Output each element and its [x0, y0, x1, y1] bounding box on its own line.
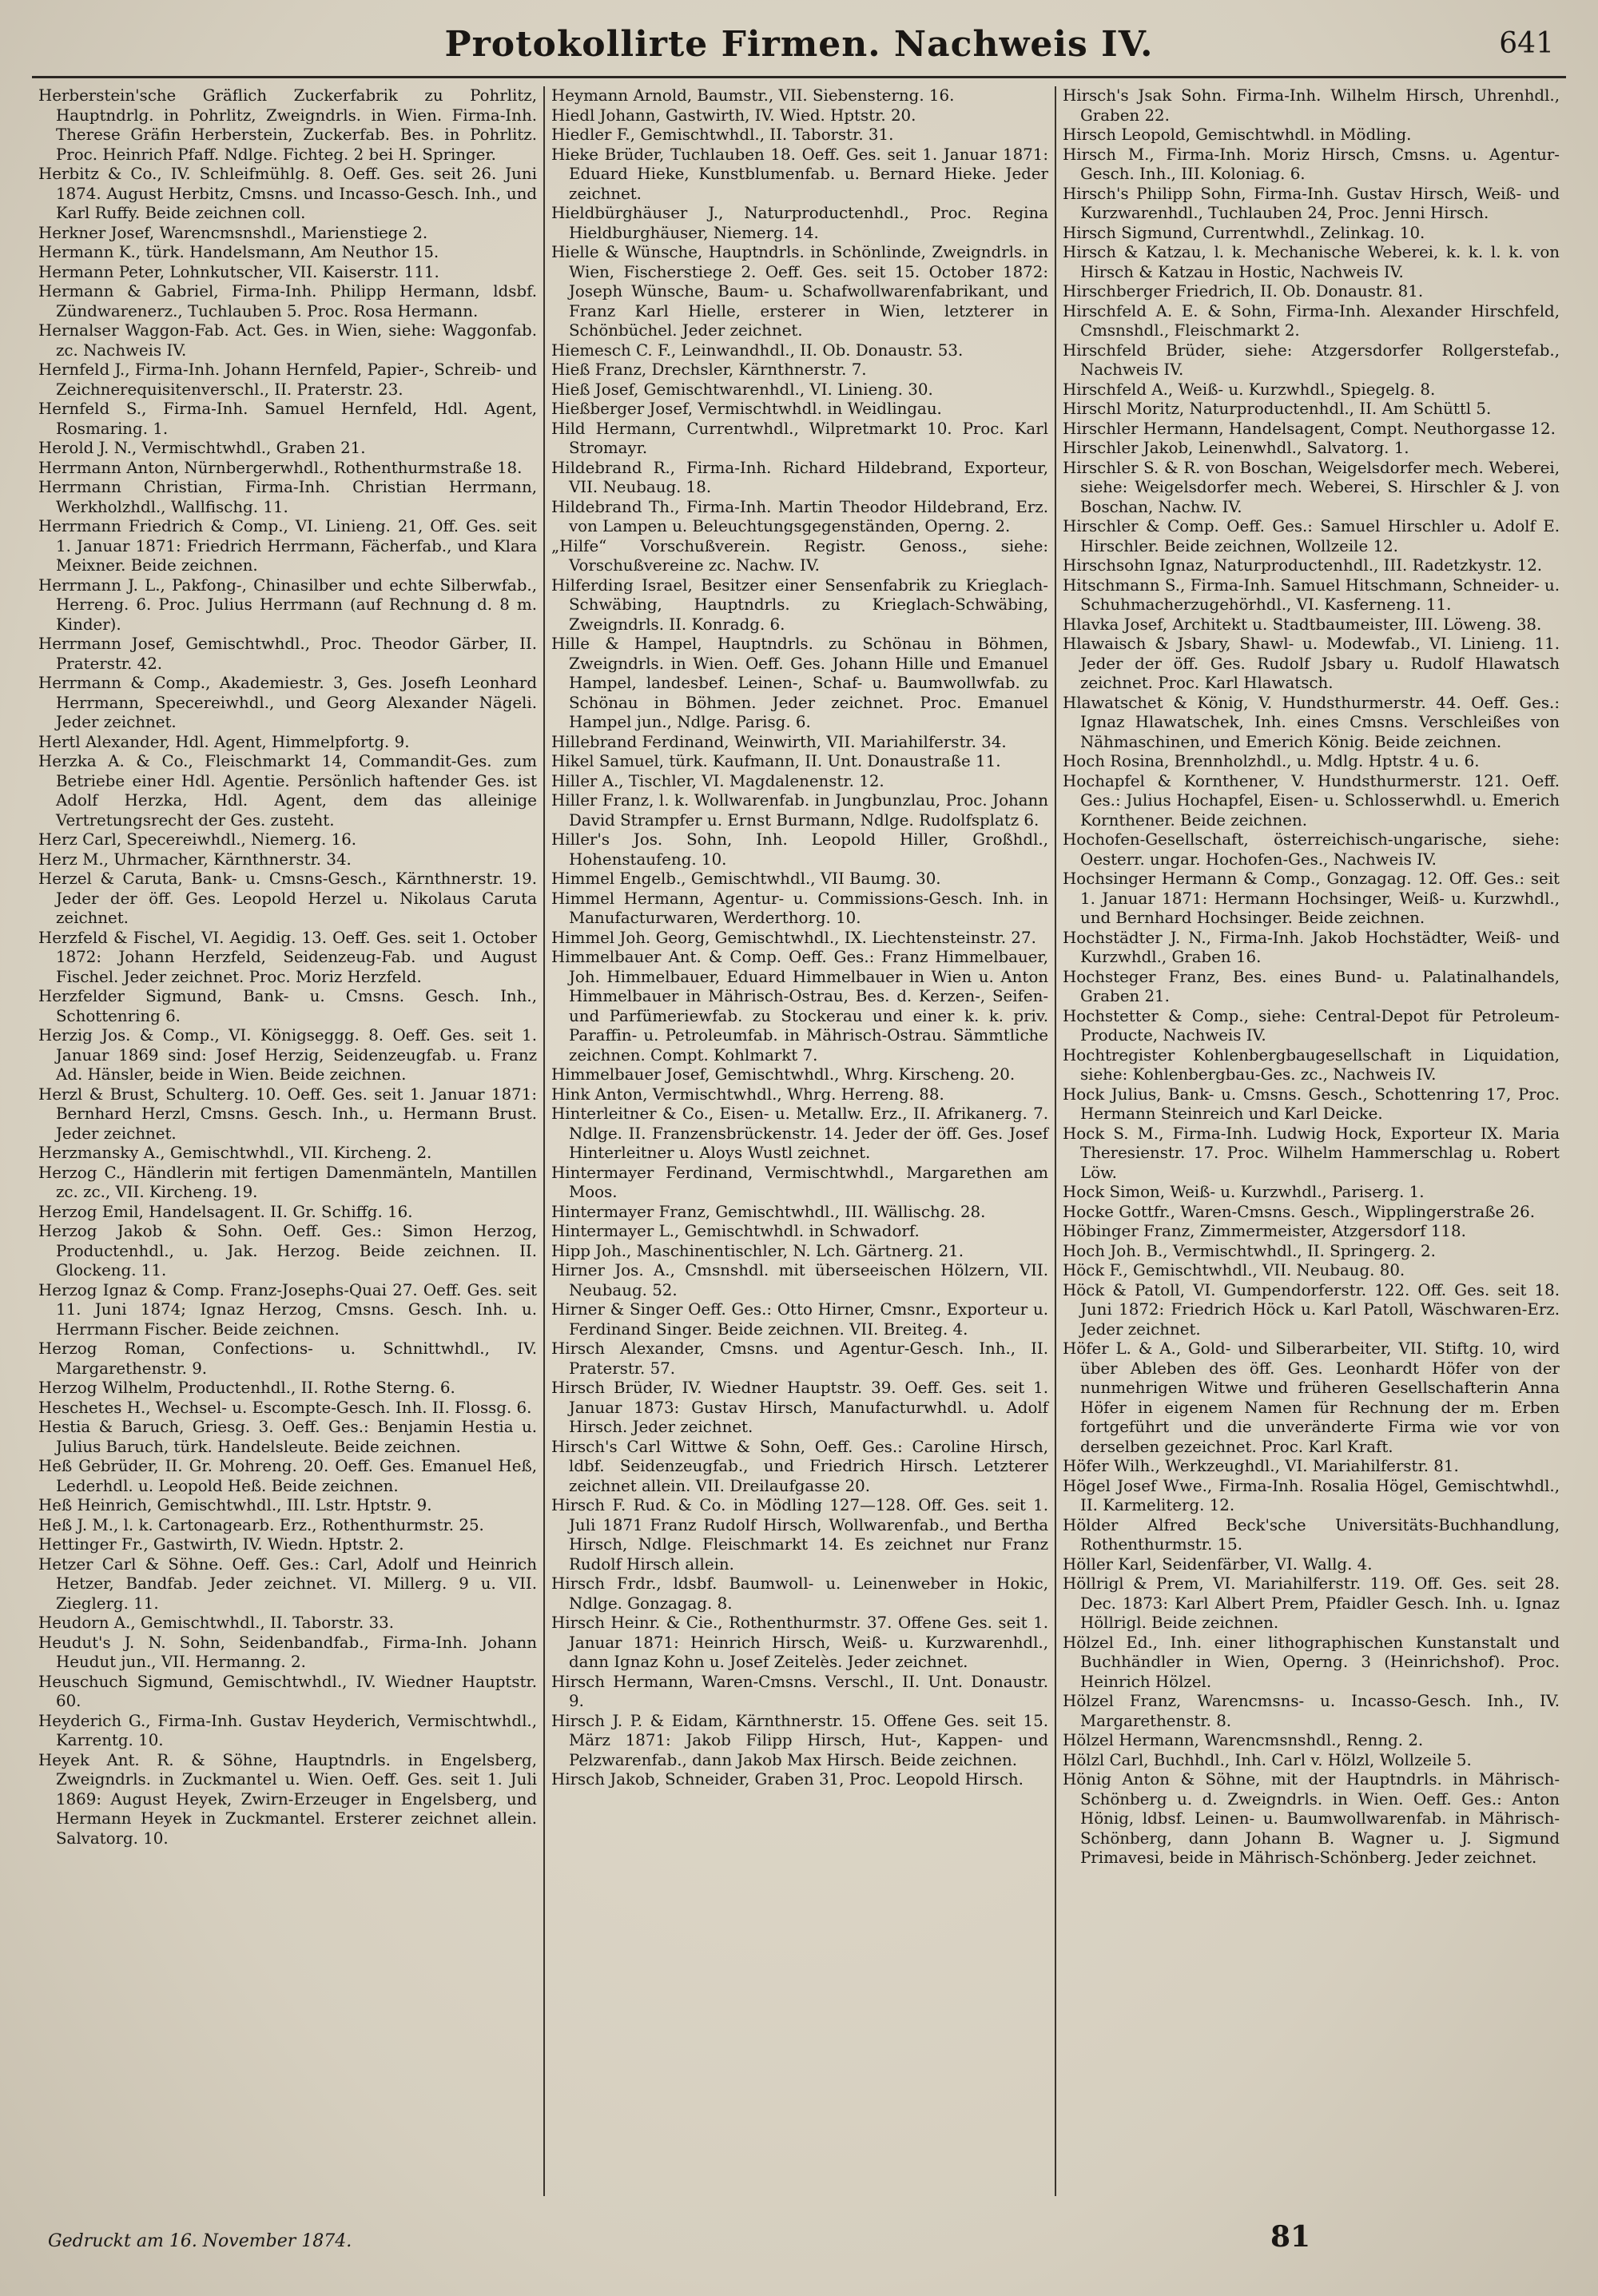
column-middle [543, 86, 1055, 2196]
page-header [0, 24, 1598, 72]
directory-entry: Hink Anton, Vermischtwhdl., Whrg. Herreng. 88. [551, 1084, 944, 1104]
directory-entry: Hieß Franz, Drechsler, Kärnthnerstr. 7. [551, 360, 867, 379]
directory-entry: Hirsch F. Rud. & Co. in Mödling 127—128. Off. Ges. seit 1. Juli 1871 Franz Rudolf Hirsch, Wollwarenfab., und Bertha Hirsch, Ndlge. Fleischmarkt 14. Es zeichnet nur Franz Rudolf Hirsch allein. [551, 1496, 1048, 1574]
header-rule [32, 76, 1566, 78]
directory-entry: Hirschler & Comp. Oeff. Ges.: Samuel Hirschler u. Adolf E. Hirschler. Beide zeichnen, Wollzeile 12. [1063, 517, 1560, 555]
directory-entry: Hirner & Singer Oeff. Ges.: Otto Hirner, Cmsnr., Exporteur u. Ferdinand Singer. Beide zeichnen. VII. Breiteg. 4. [551, 1300, 1048, 1339]
directory-entry: Hirsch Alexander, Cmsns. und Agentur-Gesch. Inh., II. Praterstr. 57. [551, 1339, 1048, 1378]
directory-entry: Herzog Ignaz & Comp. Franz-Josephs-Quai 27. Oeff. Ges. seit 11. Juni 1874; Ignaz Herzog, Cmsns. Gesch. Inh. u. Herrmann Fischer. Beide zeichnen. [38, 1280, 537, 1339]
directory-entry: Hermann K., türk. Handelsmann, Am Neuthor 15. [38, 243, 439, 261]
directory-entry: Hock Simon, Weiß- u. Kurzwhdl., Pariserg. 1. [1063, 1183, 1425, 1201]
directory-entry: Hochofen-Gesellschaft, österreichisch-ungarische, siehe: Oesterr. ungar. Hochofen-Ges., Nachweis IV. [1063, 830, 1560, 869]
directory-entry: Herrmann Friedrich & Comp., VI. Linieng. 21, Off. Ges. seit 1. Januar 1871: Friedrich Herrmann, Fächerfab., und Klara Meixner. Beide zeichnen. [38, 517, 537, 575]
directory-entry: Hirschfeld Brüder, siehe: Atzgersdorfer Rollgerstefab., Nachweis IV. [1063, 340, 1560, 379]
directory-entry: Hölzel Ed., Inh. einer lithographischen Kunstanstalt und Buchhändler in Wien, Operng. 3 (Heinrichshof). Proc. Heinrich Hölzel. [1063, 1633, 1560, 1691]
directory-entry: Hlavka Josef, Architekt u. Stadtbaumeister, III. Löweng. 38. [1063, 615, 1542, 634]
directory-entry: Herzfeld & Fischel, VI. Aegidig. 13. Oeff. Ges. seit 1. October 1872: Johann Herzfeld, Seidenzeug-Fab. und August Fischel. Jeder zeichnet. Proc. Moriz Herzfeld. [38, 928, 537, 986]
directory-entry: Höbinger Franz, Zimmermeister, Atzgersdorf 118. [1063, 1222, 1466, 1240]
directory-entry: Hieß Josef, Gemischtwarenhdl., VI. Linieng. 30. [551, 380, 933, 399]
directory-entry: Höfer Wilh., Werkzeughdl., VI. Mariahilferstr. 81. [1063, 1457, 1459, 1475]
directory-entry: Herkner Josef, Warencmsnshdl., Marienstiege 2. [38, 223, 428, 242]
directory-entry: Hildebrand Th., Firma-Inh. Martin Theodor Hildebrand, Erz. von Lampen u. Beleuchtungsgegenständen, Operng. 2. [551, 497, 1048, 535]
directory-entry: Hiedler F., Gemischtwhdl., II. Taborstr. 31. [551, 125, 894, 144]
print-date: Gedruckt am 16. November 1874. [48, 2231, 352, 2251]
directory-entry: Hönig Anton & Söhne, mit der Hauptndrls. in Mährisch-Schönberg u. d. Zweigndrls. in Wien. Oeff. Ges.: Anton Hönig, ldbsf. Leinen- u. Baumwollwarenfab. in Mährisch-Schönberg, dann Johann B. Wagner u. J. Sigmund Primavesi, beide in Mährisch-Schönberg. Jeder zeichnet. [1063, 1770, 1560, 1867]
directory-entry: Hock Julius, Bank- u. Cmsns. Gesch., Schottenring 17, Proc. Hermann Steinreich und Karl Deicke. [1063, 1084, 1560, 1123]
directory-entry: Herzel & Caruta, Bank- u. Cmsns-Gesch., Kärnthnerstr. 19. Jeder der öff. Ges. Leopold Herzel u. Nikolaus Caruta zeichnet. [38, 869, 537, 927]
directory-entry: Hillebrand Ferdinand, Weinwirth, VII. Mariahilferstr. 34. [551, 732, 1007, 751]
directory-entry: Herrmann Anton, Nürnbergerwhdl., Rothenthurmstraße 18. [38, 458, 523, 477]
directory-entry: Heß J. M., l. k. Cartonagearb. Erz., Rothenthurmstr. 25. [38, 1515, 484, 1534]
directory-entry: Hirsch Sigmund, Currentwhdl., Zelinkag. 10. [1063, 223, 1425, 242]
directory-entry: Hiller's Jos. Sohn, Inh. Leopold Hiller, Großhdl., Hohenstaufeng. 10. [551, 830, 1048, 869]
directory-entry: Hipp Joh., Maschinentischler, N. Lch. Gärtnerg. 21. [551, 1241, 964, 1260]
directory-entry: Hirner Jos. A., Cmsnshdl. mit überseeischen Hölzern, VII. Neubaug. 52. [551, 1261, 1048, 1299]
directory-entry: Heschetes H., Wechsel- u. Escompte-Gesch. Inh. II. Flossg. 6. [38, 1398, 532, 1417]
directory-entry: Hernfeld J., Firma-Inh. Johann Hernfeld, Papier-, Schreib- und Zeichnerequisitenverschl., II. Praterstr. 23. [38, 360, 537, 399]
directory-entry: Himmel Hermann, Agentur- u. Commissions-Gesch. Inh. in Manufacturwaren, Werderthorg. 10. [551, 889, 1048, 927]
directory-entry: Hirschler S. & R. von Boschan, Weigelsdorfer mech. Weberei, siehe: Weigelsdorfer mech. Weberei, S. Hirschler & J. von Boschan, Nachw. IV. [1063, 458, 1560, 516]
directory-entry: Hieldbürghäuser J., Naturproductenhdl., Proc. Regina Hieldburghäuser, Niemerg. 14. [551, 204, 1048, 242]
directory-entry: Hirsch's Jsak Sohn. Firma-Inh. Wilhelm Hirsch, Uhrenhdl., Graben 22. [1063, 86, 1560, 125]
directory-entry: Hikel Samuel, türk. Kaufmann, II. Unt. Donaustraße 11. [551, 752, 1001, 770]
directory-entry: Höller Karl, Seidenfärber, VI. Wallg. 4. [1063, 1554, 1373, 1574]
directory-entry: Hölzel Franz, Warencmsns- u. Incasso-Gesch. Inh., IV. Margarethenstr. 8. [1063, 1692, 1560, 1730]
directory-entry: Hintermayer Franz, Gemischtwhdl., III. Wällischg. 28. [551, 1202, 986, 1221]
directory-entry: Hielle & Wünsche, Hauptndrls. in Schönlinde, Zweigndrls. in Wien, Fischerstiege 2. Oeff. Ges. seit 15. October 1872: Joseph Wünsche, Baum- u. Schafwollwarenfabrikant, und Franz Karl Hielle, ersterer in Wien, letzterer in Schönbüchel. Jeder zeichnet. [551, 243, 1048, 340]
directory-entry: Heudorn A., Gemischtwhdl., II. Taborstr. 33. [38, 1614, 395, 1632]
directory-entry: Hocke Gottfr., Waren-Cmsns. Gesch., Wipplingerstraße 26. [1063, 1202, 1536, 1221]
directory-entry: Hock S. M., Firma-Inh. Ludwig Hock, Exporteur IX. Maria Theresienstr. 17. Proc. Wilhelm Hammerschlag u. Robert Löw. [1063, 1124, 1560, 1182]
directory-entry: Hirsch Jakob, Schneider, Graben 31, Proc. Leopold Hirsch. [551, 1770, 1024, 1789]
directory-entry: Herzog Wilhelm, Productenhdl., II. Rothe Sterng. 6. [38, 1379, 455, 1397]
directory-entry: Höck & Patoll, VI. Gumpendorferstr. 122. Off. Ges. seit 18. Juni 1872: Friedrich Höck u. Karl Patoll, Wäschwaren-Erz. Jeder zeichnet. [1063, 1280, 1560, 1339]
directory-entry: Heuschuch Sigmund, Gemischtwhdl., IV. Wiedner Hauptstr. 60. [38, 1672, 537, 1710]
directory-entry: Herzig Jos. & Comp., VI. Königseggg. 8. Oeff. Ges. seit 1. Januar 1869 sind: Josef Herzig, Seidenzeugfab. u. Franz Ad. Hänsler, beide in Wien. Beide zeichnen. [38, 1026, 537, 1084]
directory-entry: Hlawaisch & Jsbary, Shawl- u. Modewfab., VI. Linieng. 11. Jeder der öff. Ges. Rudolf Jsbary u. Rudolf Hlawatsch zeichnet. Proc. Karl Hlawatsch. [1063, 635, 1560, 692]
directory-entry: Höfer L. & A., Gold- und Silberarbeiter, VII. Stiftg. 10, wird über Ableben des öff. Ges. Leonhardt Höfer von der nunmehrigen Witwe und früheren Gesellschafterin Anna Höfer in eigenem Namen für Rechnung der m. Erben fortgeführt und die unveränderte Firma wie vor von derselben gezeichnet. Proc. Karl Kraft. [1063, 1339, 1560, 1456]
directory-entry: Himmel Joh. Georg, Gemischtwhdl., IX. Liechtensteinstr. 27. [551, 928, 1036, 947]
directory-entry: Hirsch & Katzau, l. k. Mechanische Weberei, k. k. l. k. von Hirsch & Katzau in Hostic, Nachweis IV. [1063, 243, 1560, 281]
directory-entry: Hoch Rosina, Brennholzhdl., u. Mdlg. Hptstr. 4 u. 6. [1063, 752, 1480, 770]
directory-entry: Herbitz & Co., IV. Schleifmühlg. 8. Oeff. Ges. seit 26. Juni 1874. August Herbitz, Cmsns. und Incasso-Gesch. Inh., und Karl Ruffy. Beide zeichnen coll. [38, 165, 537, 222]
directory-entry: Hirsch Hermann, Waren-Cmsns. Verschl., II. Unt. Donaustr. 9. [551, 1672, 1048, 1710]
directory-entry: Hölzel Hermann, Warencmsnshdl., Renng. 2. [1063, 1731, 1424, 1749]
directory-entry: Herrmann Josef, Gemischtwhdl., Proc. Theodor Gärber, II. Praterstr. 42. [38, 635, 537, 673]
sheet-number: 81 [1270, 2220, 1311, 2254]
directory-entry: Hirschler Jakob, Leinenwhdl., Salvatorg. 1. [1063, 439, 1409, 457]
directory-entry: Hochstädter J. N., Firma-Inh. Jakob Hochstädter, Weiß- und Kurzwhdl., Graben 16. [1063, 928, 1560, 966]
directory-entry: Heyek Ant. R. & Söhne, Hauptndrls. in Engelsberg, Zweigndrls. in Zuckmantel u. Wien. Oeff. Ges. seit 1. Juli 1869: August Heyek, Zwirn-Erzeuger in Engelsberg, und Hermann Heyek in Zuckmantel. Ersterer zeichnet allein. Salvatorg. 10. [38, 1750, 537, 1848]
directory-entry: Hölder Alfred Beck'sche Universitäts-Buchhandlung, Rothenthurmstr. 15. [1063, 1515, 1560, 1554]
directory-entry: Hinterleitner & Co., Eisen- u. Metallw. Erz., II. Afrikanerg. 7. Ndlge. II. Franzensbrückenstr. 14. Jeder der öff. Ges. Josef Hinterleitner u. Aloys Wustl zeichnet. [551, 1104, 1048, 1162]
directory-entry: Hölzl Carl, Buchhdl., Inh. Carl v. Hölzl, Wollzeile 5. [1063, 1750, 1472, 1769]
directory-entry: Herrmann Christian, Firma-Inh. Christian Herrmann, Werkholzhdl., Wallfischg. 11. [38, 478, 537, 516]
directory-entry: Hettinger Fr., Gastwirth, IV. Wiedn. Hptstr. 2. [38, 1535, 404, 1554]
directory-entry: Hirsch M., Firma-Inh. Moriz Hirsch, Cmsns. u. Agentur-Gesch. Inh., III. Koloniag. 6. [1063, 145, 1560, 183]
directory-entry: Herzfelder Sigmund, Bank- u. Cmsns. Gesch. Inh., Schottenring 6. [38, 987, 537, 1025]
directory-entry: „Hilfe“ Vorschußverein. Registr. Genoss., siehe: Vorschußvereine zc. Nachw. IV. [551, 536, 1048, 575]
directory-columns [32, 86, 1566, 2196]
directory-entry: Höllrigl & Prem, VI. Mariahilferstr. 119. Off. Ges. seit 28. Dec. 1873: Karl Albert Prem, Pfaidler Gesch. Inh. u. Ignaz Höllrigl. Beide zeichnen. [1063, 1574, 1560, 1632]
directory-entry: Hitschmann S., Firma-Inh. Samuel Hitschmann, Schneider- u. Schuhmacherzugehörhdl., VI. Kasferneng. 11. [1063, 575, 1560, 614]
directory-entry: Hernalser Waggon-Fab. Act. Ges. in Wien, siehe: Waggonfab. zc. Nachweis IV. [38, 321, 537, 360]
directory-entry: Hirschfeld A., Weiß- u. Kurzwhdl., Spiegelg. 8. [1063, 380, 1436, 399]
directory-entry: Hille & Hampel, Hauptndrls. zu Schönau in Böhmen, Zweigndrls. in Wien. Oeff. Ges. Johann Hille und Emanuel Hampel, landesbef. Leinen-, Schaf- u. Baumwollwfab. zu Schönau in Böhmen. Jeder zeichnet. Proc. Emanuel Hampel jun., Ndlge. Parisg. 6. [551, 635, 1048, 731]
directory-entry: Hirschberger Friedrich, II. Ob. Donaustr. 81. [1063, 282, 1424, 300]
directory-entry: Hermann Peter, Lohnkutscher, VII. Kaiserstr. 111. [38, 262, 439, 281]
directory-entry: Högel Josef Wwe., Firma-Inh. Rosalia Högel, Gemischtwhdl., II. Karmeliterg. 12. [1063, 1476, 1560, 1514]
directory-entry: Hild Hermann, Currentwhdl., Wilpretmarkt 10. Proc. Karl Stromayr. [551, 419, 1048, 457]
directory-entry: Himmelbauer Ant. & Comp. Oeff. Ges.: Franz Himmelbauer, Joh. Himmelbauer, Eduard Himmelbauer in Wien u. Anton Himmelbauer in Mährisch-Ostrau, Bes. d. Kerzen-, Seifen- und Parfümeriewfab. zu Stockerau und einer k. k. priv. Paraffin- u. Petroleumfab. in Mährisch-Ostrau. Sämmtliche zeichnen. Compt. Kohlmarkt 7. [551, 948, 1048, 1064]
directory-entry: Herrmann J. L., Pakfong-, Chinasilber und echte Silberwfab., Herreng. 6. Proc. Julius Herrmann (auf Rechnung d. 8 m. Kinder). [38, 575, 537, 634]
directory-entry: Herzog Roman, Confections- u. Schnittwhdl., IV. Margarethenstr. 9. [38, 1339, 537, 1378]
directory-entry: Hiedl Johann, Gastwirth, IV. Wied. Hptstr. 20. [551, 105, 916, 125]
column-right [1055, 86, 1566, 2196]
directory-entry: Hoch Joh. B., Vermischtwhdl., II. Springerg. 2. [1063, 1241, 1436, 1260]
directory-entry: Hirsch's Carl Wittwe & Sohn, Oeff. Ges.: Caroline Hirsch, ldbf. Seidenzeugfab., und Friedrich Hirsch. Letzterer zeichnet allein. VII. Dreilaufgasse 20. [551, 1437, 1048, 1495]
directory-entry: Herz M., Uhrmacher, Kärnthnerstr. 34. [38, 850, 352, 869]
directory-entry: Hintermayer L., Gemischtwhdl. in Schwadorf. [551, 1222, 920, 1240]
directory-entry: Heß Gebrüder, II. Gr. Mohreng. 20. Oeff. Ges. Emanuel Heß, Lederhdl. u. Leopold Heß. Beide zeichnen. [38, 1457, 537, 1495]
directory-entry: Herold J. N., Vermischtwhdl., Graben 21. [38, 439, 366, 457]
directory-entry: Hirschfeld A. E. & Sohn, Firma-Inh. Alexander Hirschfeld, Cmsnshdl., Fleischmarkt 2. [1063, 301, 1560, 340]
page-number: 641 [1499, 27, 1554, 60]
directory-entry: Hestia & Baruch, Griesg. 3. Oeff. Ges.: Benjamin Hestia u. Julius Baruch, türk. Handelsleute. Beide zeichnen. [38, 1418, 537, 1456]
directory-entry: Herz Carl, Specereiwhdl., Niemerg. 16. [38, 830, 357, 849]
directory-entry: Hetzer Carl & Söhne. Oeff. Ges.: Carl, Adolf und Heinrich Hetzer, Bandfab. Jeder zeichnet. VI. Millerg. 9 u. VII. Zieglerg. 11. [38, 1554, 537, 1613]
directory-entry: Hieke Brüder, Tuchlauben 18. Oeff. Ges. seit 1. Januar 1871: Eduard Hieke, Kunstblumenfab. u. Bernard Hieke. Jeder zeichnet. [551, 145, 1048, 203]
directory-entry: Herzka A. & Co., Fleischmarkt 14, Commandit-Ges. zum Betriebe einer Hdl. Agentie. Persönlich haftender Ges. ist Adolf Herzka, Hdl. Agent, dem das alleinige Vertretungsrecht der Ges. zusteht. [38, 752, 537, 830]
directory-entry: Hertl Alexander, Hdl. Agent, Himmelpfortg. 9. [38, 732, 410, 751]
directory-entry: Hirschler Hermann, Handelsagent, Compt. Neuthorgasse 12. [1063, 419, 1556, 438]
directory-entry: Hochtregister Kohlenbergbaugesellschaft in Liquidation, siehe: Kohlenbergbau-Ges. zc., Nachweis IV. [1063, 1045, 1560, 1084]
directory-entry: Hiller A., Tischler, VI. Magdalenenstr. 12. [551, 771, 884, 790]
directory-entry: Herberstein'sche Gräflich Zuckerfabrik zu Pohrlitz, Hauptndrlg. in Pohrlitz, Zweigndrls. in Wien. Firma-Inh. Therese Gräfin Herberstein, Zuckerfab. Bes. in Pohrlitz. Proc. Heinrich Pfaff. Ndlge. Fichteg. 2 bei H. Springer. [38, 86, 537, 164]
directory-entry: Herzmansky A., Gemischtwhdl., VII. Kircheng. 2. [38, 1144, 432, 1162]
directory-entry: Hernfeld S., Firma-Inh. Samuel Hernfeld, Hdl. Agent, Rosmaring. 1. [38, 400, 537, 438]
directory-entry: Hochsteger Franz, Bes. eines Bund- u. Palatinalhandels, Graben 21. [1063, 967, 1560, 1005]
page-title: Protokollirte Firmen. Nachweis IV. [444, 24, 1154, 65]
column-left [32, 86, 543, 2196]
directory-entry: Hochapfel & Kornthener, V. Hundsthurmerstr. 121. Oeff. Ges.: Julius Hochapfel, Eisen- u. Schlosserwhdl. u. Emerich Kornthener. Beide zeichnen. [1063, 771, 1560, 830]
directory-entry: Hirsch J. P. & Eidam, Kärnthnerstr. 15. Offene Ges. seit 15. März 1871: Jakob Filipp Hirsch, Hut-, Kappen- und Pelzwarenfab., dann Jakob Max Hirsch. Beide zeichnen. [551, 1711, 1048, 1769]
directory-entry: Herzog C., Händlerin mit fertigen Damenmänteln, Mantillen zc. zc., VII. Kircheng. 19. [38, 1163, 537, 1201]
directory-entry: Heudut's J. N. Sohn, Seidenbandfab., Firma-Inh. Johann Heudut jun., VII. Hermanng. 2. [38, 1633, 537, 1671]
directory-entry: Hirschl Moritz, Naturproductenhdl., II. Am Schüttl 5. [1063, 400, 1492, 418]
directory-entry: Hießberger Josef, Vermischtwhdl. in Weidlingau. [551, 400, 942, 418]
directory-entry: Himmelbauer Josef, Gemischtwhdl., Whrg. Kirscheng. 20. [551, 1065, 1016, 1084]
directory-entry: Hiemesch C. F., Leinwandhdl., II. Ob. Donaustr. 53. [551, 340, 964, 360]
directory-entry: Hochstetter & Comp., siehe: Central-Depot für Petroleum-Producte, Nachweis IV. [1063, 1006, 1560, 1045]
directory-entry: Hildebrand R., Firma-Inh. Richard Hildebrand, Exporteur, VII. Neubaug. 18. [551, 458, 1048, 496]
directory-entry: Hirsch Brüder, IV. Wiedner Hauptstr. 39. Oeff. Ges. seit 1. Januar 1873: Gustav Hirsch, Manufacturwhdl. u. Adolf Hirsch. Jeder zeichnet. [551, 1379, 1048, 1436]
directory-entry: Herzog Jakob & Sohn. Oeff. Ges.: Simon Herzog, Productenhdl., u. Jak. Herzog. Beide zeichnen. II. Glockeng. 11. [38, 1222, 537, 1279]
directory-entry: Hlawatschet & König, V. Hundsthurmerstr. 44. Oeff. Ges.: Ignaz Hlawatschek, Inh. eines Cmsns. Verschleißes von Nähmaschinen, und Emerich König. Beide zeichnen. [1063, 693, 1560, 751]
directory-entry: Hirsch Leopold, Gemischtwhdl. in Mödling. [1063, 125, 1412, 144]
directory-entry: Herzl & Brust, Schulterg. 10. Oeff. Ges. seit 1. Januar 1871: Bernhard Herzl, Cmsns. Gesch. Inh., u. Hermann Brust. Jeder zeichnet. [38, 1084, 537, 1143]
directory-entry: Himmel Engelb., Gemischtwhdl., VII Baumg. 30. [551, 869, 941, 888]
directory-entry: Hilferding Israel, Besitzer einer Sensenfabrik zu Krieglach-Schwäbing, Hauptndrls. zu Krieglach-Schwäbing, Zweigndrls. II. Konradg. 6. [551, 575, 1048, 634]
directory-entry: Hirsch Heinr. & Cie., Rothenthurmstr. 37. Offene Ges. seit 1. Januar 1871: Heinrich Hirsch, Weiß- u. Kurzwarenhdl., dann Ignaz Kohn u. Josef Zeitelès. Jeder zeichnet. [551, 1614, 1048, 1671]
directory-entry: Heß Heinrich, Gemischtwhdl., III. Lstr. Hptstr. 9. [38, 1496, 432, 1514]
directory-entry: Hintermayer Ferdinand, Vermischtwhdl., Margarethen am Moos. [551, 1163, 1048, 1201]
directory-entry: Hochsinger Hermann & Comp., Gonzagag. 12. Off. Ges.: seit 1. Januar 1871: Hermann Hochsinger, Weiß- u. Kurzwhdl., und Bernhard Hochsinger. Beide zeichnen. [1063, 869, 1560, 927]
directory-entry: Höck F., Gemischtwhdl., VII. Neubaug. 80. [1063, 1261, 1405, 1279]
directory-entry: Hirsch Frdr., ldsbf. Baumwoll- u. Leinenweber in Hokic, Ndlge. Gonzagag. 8. [551, 1574, 1048, 1613]
directory-entry: Herrmann & Comp., Akademiestr. 3, Ges. Josefh Leonhard Herrmann, Specereiwhdl., und Georg Alexander Nägeli. Jeder zeichnet. [38, 674, 537, 731]
directory-entry: Hirsch's Philipp Sohn, Firma-Inh. Gustav Hirsch, Weiß- und Kurzwarenhdl., Tuchlauben 24, Proc. Jenni Hirsch. [1063, 184, 1560, 222]
directory-entry: Heymann Arnold, Baumstr., VII. Siebensterng. 16. [551, 86, 955, 105]
directory-entry: Heyderich G., Firma-Inh. Gustav Heyderich, Vermischtwhdl., Karrentg. 10. [38, 1711, 537, 1749]
directory-entry: Hirschsohn Ignaz, Naturproductenhdl., III. Radetzkystr. 12. [1063, 556, 1543, 575]
directory-entry: Hermann & Gabriel, Firma-Inh. Philipp Hermann, ldsbf. Zündwarenerz., Tuchlauben 5. Proc. Rosa Hermann. [38, 282, 537, 320]
directory-entry: Herzog Emil, Handelsagent. II. Gr. Schiffg. 16. [38, 1202, 413, 1221]
directory-entry: Hiller Franz, l. k. Wollwarenfab. in Jungbunzlau, Proc. Johann David Strampfer u. Ernst Burmann, Ndlge. Rudolfsplatz 6. [551, 791, 1048, 830]
